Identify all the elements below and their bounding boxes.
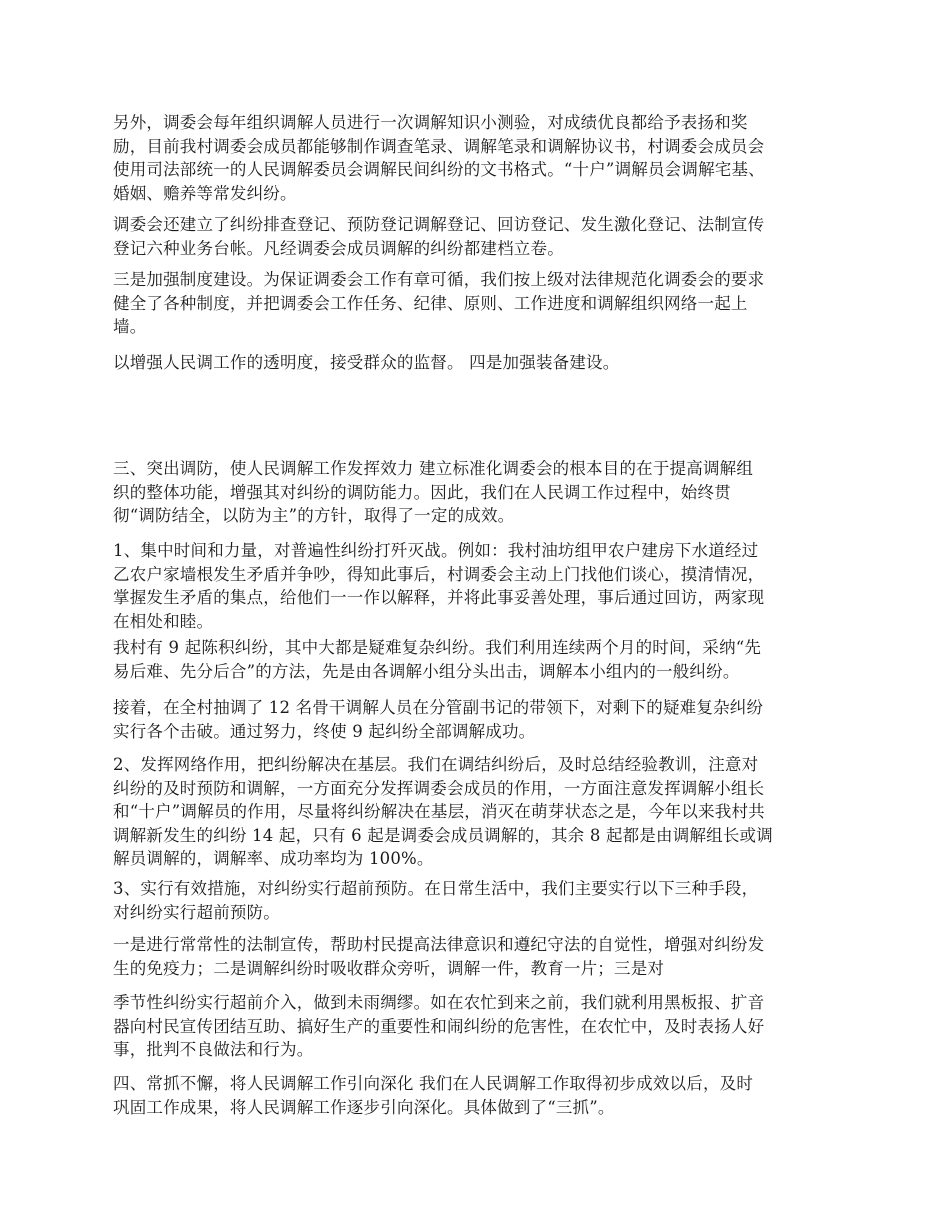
paragraph-training: 另外，调委会每年组织调解人员进行一次调解知识小测验，对成绩优良都给予表扬和奖 励，目前我村调委会成员都能够制作调查笔录、调解笔录和调解协议书，村调委会成员会 使用司法部统一的人民调解委员会调解民间纠纷的文书格式。“十户”调解员会调解宅基、 婚姻、赡养等常发纠纷。 <box>113 113 765 203</box>
section-heading-prevention: 三、突出调防，使人民调解工作发挥效力 建立标准化调委会的根本目的在于提高调解组 织的整体功能，增强其对纠纷的调防能力。因此，我们在人民调工作过程中，始终贯 彻“调防结全，以防为主”的方针，取得了一定的成效。 <box>113 459 754 525</box>
section-heading-deepening: 四、常抓不懈，将人民调解工作引向深化 我们在人民调解工作取得初步成效以后，及时 巩固工作成果，将人民调解工作逐步引向深化。具体做到了“三抓”。 <box>113 1074 754 1117</box>
paragraph-seasonal-disputes: 季节性纠纷实行超前介入，做到未雨绸缪。如在农忙到来之前，我们就利用黑板报、扩音 器向村民宣传团结互助、搞好生产的重要性和闹纠纷的危害性，在农忙中，及时表扬人好 事，批判不良做法和行为。 <box>113 993 765 1059</box>
paragraph-legal-publicity: 一是进行常常性的法制宣传，帮助村民提高法律意识和遵纪守法的自觉性，增强对纠纷发 生的免疫力；二是调解纠纷时吸收群众旁听，调解一件，教育一片；三是对 <box>113 935 765 978</box>
paragraph-system-building: 三是加强制度建设。为保证调委会工作有章可循，我们按上级对法律规范化调委会的要求 健全了各种制度，并把调委会工作任务、纪律、原则、工作进度和调解组织网络一起上 墙。 <box>113 270 765 336</box>
paragraph-ledgers: 调委会还建立了纠纷排查登记、预防登记调解登记、回访登记、发生激化登记、法制宣传 登记六种业务台帐。凡经调委会成员调解的纠纷都建档立卷。 <box>113 215 765 258</box>
paragraph-transparency: 以增强人民调工作的透明度，接受群众的监督。 四是加强装备建设。 <box>113 353 620 372</box>
paragraph-backlog-disputes: 我村有 9 起陈积纠纷，其中大都是疑难复杂纠纷。我们利用连续两个月的时间，采纳“先 易后难、先分后合”的方法，先是由各调解小组分头出击，调解本小组内的一般纠纷。 <box>113 638 762 681</box>
paragraph-point-1: 1、集中时间和力量，对普遍性纠纷打歼灭战。例如：我村油坊组甲农户建房下水道经过 乙农户家墙根发生矛盾并争吵，得知此事后，村调委会主动上门找他们谈心，摸清情况， 掌握发生矛盾的集点，给他们一一作以解释，并将此事妥善处理，事后通过回访，两家现 在相处和睦。 <box>113 541 765 631</box>
paragraph-backbone-mediators: 接着，在全村抽调了 12 名骨干调解人员在分管副书记的带领下，对剩下的疑难复杂纠纷 实行各个击破。通过努力，终使 9 起纠纷全部调解成功。 <box>113 698 764 741</box>
paragraph-point-2: 2、发挥网络作用，把纠纷解决在基层。我们在调结纠纷后，及时总结经验教训，注意对 纠纷的及时预防和调解，一方面充分发挥调委会成员的作用，一方面注意发挥调解小组长 和“十户”调解员的作用，尽量将纠纷解决在基层，消灭在萌芽状态之是，今年以来我村共 调解新发生的纠纷 14 起，只有 6 起是调委会成员调解的，其余 8 起都是由调解组长或调 解员调解的，调解率、成功率均为 100%。 <box>113 755 773 868</box>
paragraph-point-3: 3、实行有效措施，对纠纷实行超前预防。在日常生活中，我们主要实行以下三种手段， 对纠纷实行超前预防。 <box>113 879 759 922</box>
